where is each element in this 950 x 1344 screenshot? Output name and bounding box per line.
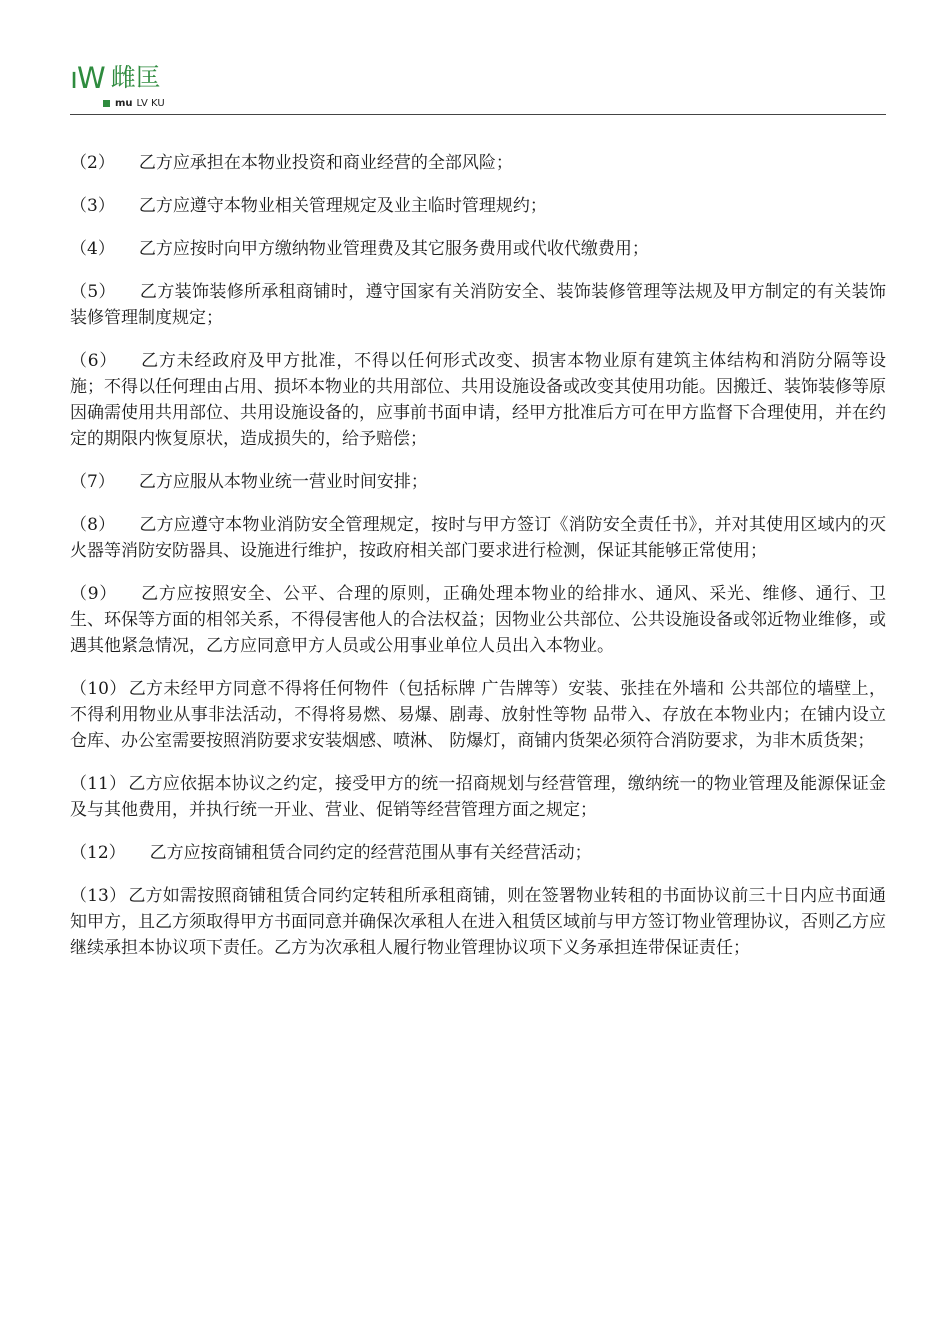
clause-number: （8） bbox=[70, 515, 116, 535]
clause-5 bbox=[70, 279, 886, 331]
logo-sub-text: LV KU bbox=[136, 98, 165, 109]
clause-text: 乙方应按照安全、公平、合理的原则，正确处理本物业的给排水、通风、采光、维修、通行、卫生、环保等方面的相邻关系，不得侵害他人的合法权益；因物业公共部位、公共设施设备或邻近物业维修，或遇其他紧急情况，乙方应同意甲方人员或公用事业单位人员出入本物业。 bbox=[70, 584, 886, 656]
header-divider bbox=[70, 114, 886, 115]
clause-text: 乙方应遵守本物业消防安全管理规定，按时与甲方签订《消防安全责任书》，并对其使用区域内的灭火器等消防安防器具、设施进行维护，按政府相关部门要求进行检测，保证其能够正常使用； bbox=[70, 515, 886, 561]
clause-2 bbox=[70, 150, 886, 176]
clause-text: 乙方应承担在本物业投资和商业经营的全部风险； bbox=[138, 153, 513, 173]
clause-number: （2） bbox=[70, 153, 115, 173]
logo-subline bbox=[103, 98, 165, 109]
clause-13 bbox=[70, 883, 886, 961]
clause-number: （3） bbox=[70, 196, 115, 216]
clause-text: 乙方应服从本物业统一营业时间安排； bbox=[138, 472, 428, 492]
document-body bbox=[70, 150, 886, 978]
company-logo bbox=[70, 62, 161, 94]
clause-number: （7） bbox=[70, 472, 115, 492]
page-header bbox=[70, 60, 886, 116]
logo-chinese-text: 雌匡 bbox=[110, 63, 161, 92]
clause-10 bbox=[70, 676, 886, 754]
clause-text: 乙方应按时向甲方缴纳物业管理费及其它服务费用或代收代缴费用； bbox=[138, 239, 649, 259]
clause-4 bbox=[70, 236, 886, 262]
clause-number: （13） bbox=[70, 886, 127, 906]
clause-text: 乙方应依据本协议之约定，接受甲方的统一招商规划与经营管理，缴纳统一的物业管理及能源保证金及与其他费用，并执行统一开业、营业、促销等经营管理方面之规定； bbox=[70, 774, 886, 820]
clause-text: 乙方应遵守本物业相关管理规定及业主临时管理规约； bbox=[138, 196, 547, 216]
clause-11 bbox=[70, 771, 886, 823]
logo-mark: ıW bbox=[70, 61, 105, 95]
clause-text: 乙方应按商铺租赁合同约定的经营范围从事有关经营活动； bbox=[149, 843, 592, 863]
clause-text: 乙方如需按照商铺租赁合同约定转租所承租商铺，则在签署物业转租的书面协议前三十日内应书面通知甲方，且乙方须取得甲方书面同意并确保次承租人在进入租赁区域前与甲方签订物业管理协议，否则乙方应继续承担本协议项下责任。乙方为次承租人履行物业管理协议项下义务承担连带保证责任； bbox=[70, 886, 886, 958]
clause-number: （5） bbox=[70, 282, 116, 302]
clause-number: （4） bbox=[70, 239, 115, 259]
clause-number: （6） bbox=[70, 351, 118, 371]
clause-7 bbox=[70, 469, 886, 495]
green-square-icon bbox=[103, 100, 110, 107]
logo-sub-bold: mu bbox=[115, 98, 133, 109]
clause-6 bbox=[70, 348, 886, 452]
clause-number: （10） bbox=[70, 679, 127, 699]
clause-number: （9） bbox=[70, 584, 118, 604]
clause-9 bbox=[70, 581, 886, 659]
clause-12 bbox=[70, 840, 886, 866]
clause-text: 乙方未经甲方同意不得将任何物件（包括标牌 广告牌等）安装、张挂在外墙和 公共部位的墙壁上，不得利用物业从事非法活动，不得将易燃、易爆、剧毒、放射性等物 品带入、存放在本物业内；在铺内设立仓库、办公室需要按照消防要求安装烟感、喷淋、 防爆灯，商铺内货架必须符合消防要求，为非木质货架； bbox=[70, 679, 886, 751]
clause-text: 乙方未经政府及甲方批准，不得以任何形式改变、损害本物业原有建筑主体结构和消防分隔等设施；不得以任何理由占用、损坏本物业的共用部位、共用设施设备或改变其使用功能。因搬迁、装饰装修等原因确需使用共用部位、共用设施设备的，应事前书面申请，经甲方批准后方可在甲方监督下合理使用，并在约定的期限内恢复原状，造成损失的，给予赔偿； bbox=[70, 351, 886, 449]
clause-number: （11） bbox=[70, 774, 127, 794]
clause-3 bbox=[70, 193, 886, 219]
clause-8 bbox=[70, 512, 886, 564]
clause-text: 乙方装饰装修所承租商铺时，遵守国家有关消防安全、装饰装修管理等法规及甲方制定的有关装饰装修管理制度规定； bbox=[70, 282, 886, 328]
clause-number: （12） bbox=[70, 843, 126, 863]
